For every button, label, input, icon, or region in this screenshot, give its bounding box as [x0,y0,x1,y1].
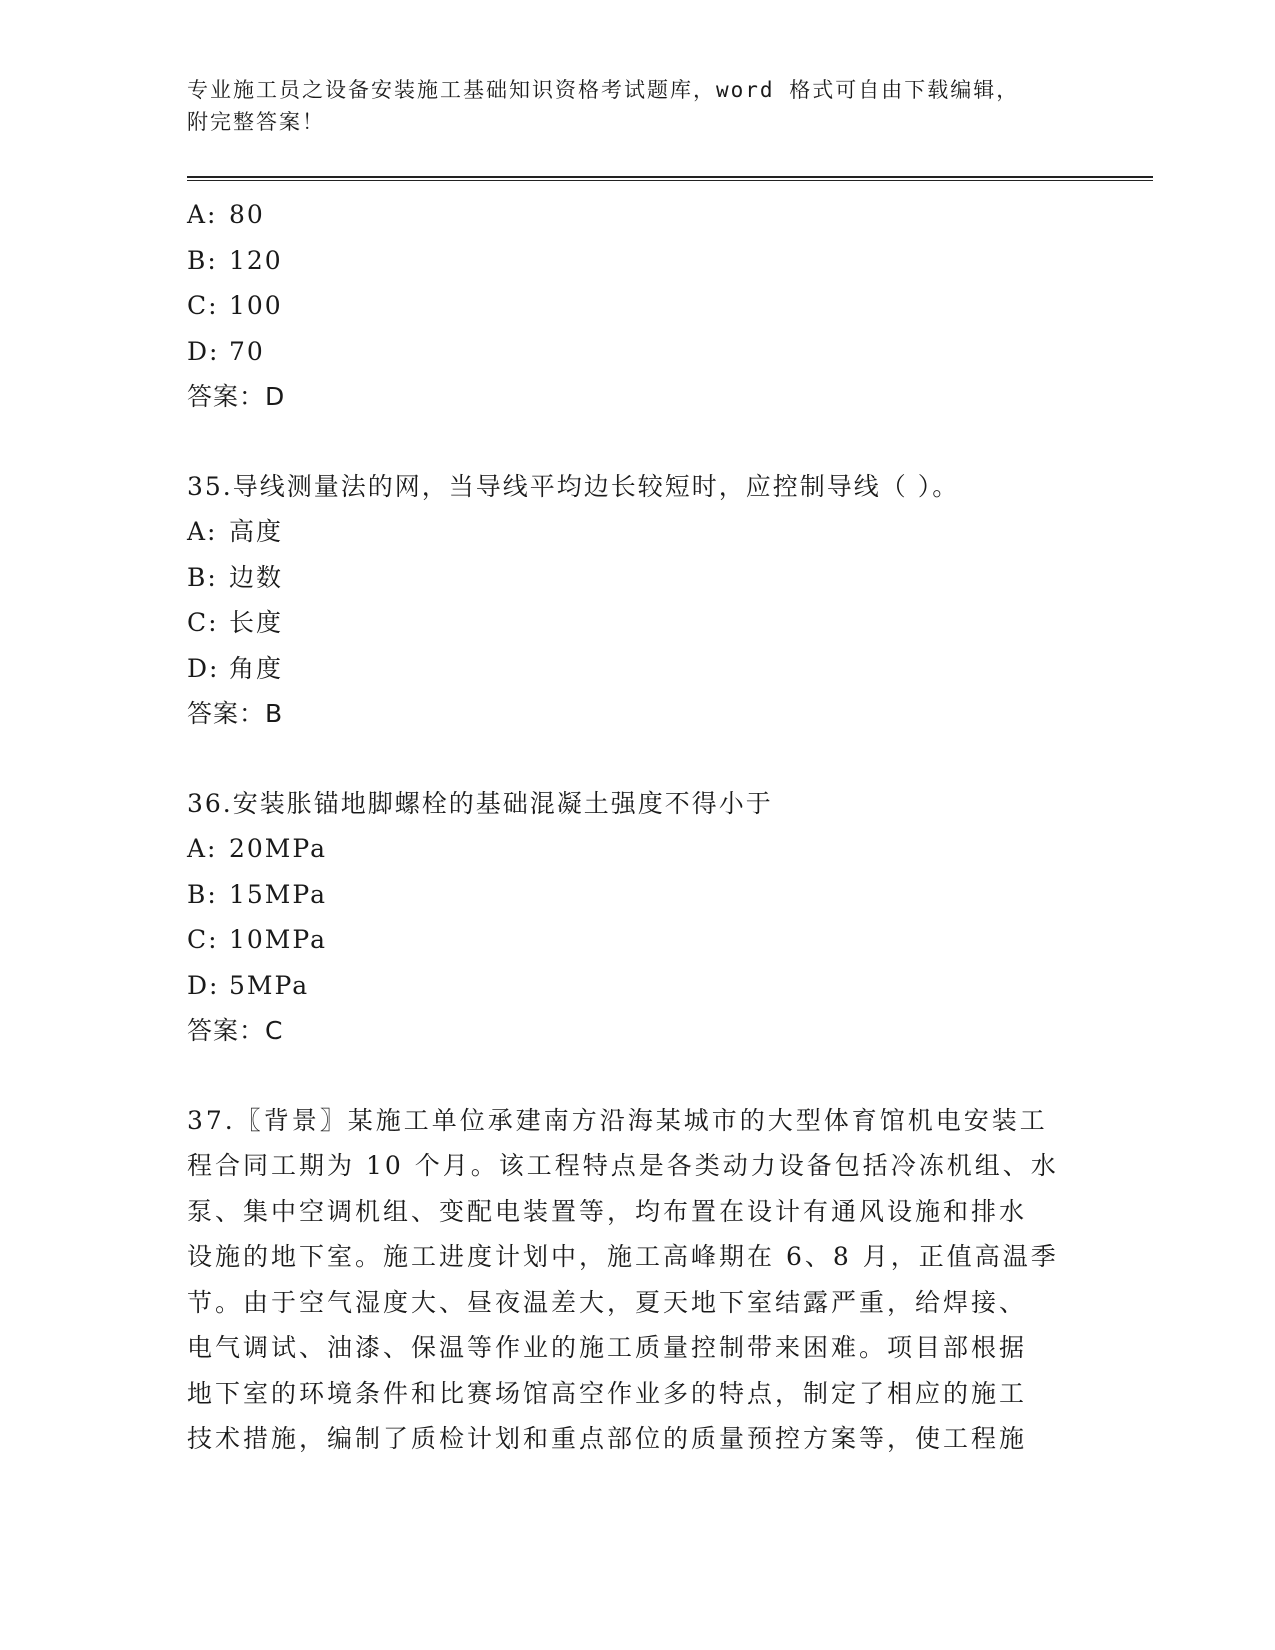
option-b [187,238,1087,284]
option-c [187,600,1087,646]
paragraph-line: 设施的地下室。施工进度计划中，施工高峰期在 6、8 月，正值高温季 [187,1242,1059,1271]
answer-line: 答案：B [187,699,284,728]
option-value: 80 [229,200,265,229]
question-36 [187,781,1087,1054]
document-body [187,192,1087,1462]
option-value: 角度 [229,653,284,683]
option-key: D: [187,653,220,683]
option-value: 高度 [229,517,284,546]
option-d [187,329,1087,375]
spacer [187,737,1087,781]
paragraph-line: 地下室的环境条件和比赛场馆高空作业多的特点，制定了相应的施工 [187,1378,1028,1408]
option-value: 15MPa [229,879,328,909]
question-37 [187,1098,1087,1462]
option-b [187,555,1087,601]
option-key: B: [187,245,218,275]
option-value: 70 [229,336,265,366]
option-value: 120 [229,245,283,275]
paragraph-line: 程合同工期为 10 个月。该工程特点是各类动力设备包括冷冻机组、水 [187,1151,1059,1180]
option-c [187,283,1087,329]
question-34 [187,192,1087,420]
option-key: A: [187,200,218,229]
paragraph-line: 泵、集中空调机组、变配电装置等，均布置在设计有通风设施和排水 [187,1196,1028,1226]
paragraph-line: 37.〖背景〗某施工单位承建南方沿海某城市的大型体育馆机电安装工 [187,1105,1048,1135]
option-value: 边数 [229,562,284,592]
option-d [187,646,1087,692]
paragraph-line: 节。由于空气湿度大、昼夜温差大，夏天地下室结露严重，给焊接、 [187,1287,1028,1317]
spacer [187,420,1087,464]
answer-line: 答案：D [187,382,286,411]
paragraph-line: 技术措施，编制了质检计划和重点部位的质量预控方案等，使工程施 [187,1424,1028,1453]
option-value: 5MPa [229,970,310,1000]
option-a [187,826,1087,872]
option-key: C: [187,608,219,637]
option-value: 10MPa [229,925,328,954]
option-key: C: [187,291,219,320]
option-value: 100 [229,291,283,320]
header-line-2: 附完整答案！ [187,110,325,134]
header-divider [187,176,1153,181]
option-key: A: [187,834,218,863]
option-value: 20MPa [229,834,328,863]
option-key: C: [187,925,219,954]
option-a [187,509,1087,555]
option-key: A: [187,517,218,546]
option-c [187,917,1087,963]
option-value: 长度 [229,608,284,637]
question-text: 36.安装胀锚地脚螺栓的基础混凝土强度不得小于 [187,788,773,818]
option-d [187,963,1087,1009]
option-key: B: [187,562,218,592]
question-text: 35.导线测量法的网，当导线平均边长较短时，应控制导线（ ）。 [187,471,960,501]
spacer [187,1054,1087,1098]
page-header [187,74,1067,138]
paragraph-line: 电气调试、油漆、保温等作业的施工质量控制带来困难。项目部根据 [187,1333,1028,1362]
question-35 [187,464,1087,737]
option-key: B: [187,879,218,909]
option-a [187,192,1087,238]
option-key: D: [187,970,220,1000]
answer-line: 答案：C [187,1016,284,1045]
option-b [187,872,1087,918]
header-line-1: 专业施工员之设备安装施工基础知识资格考试题库，word 格式可自由下载编辑， [187,78,1020,102]
option-key: D: [187,336,220,366]
